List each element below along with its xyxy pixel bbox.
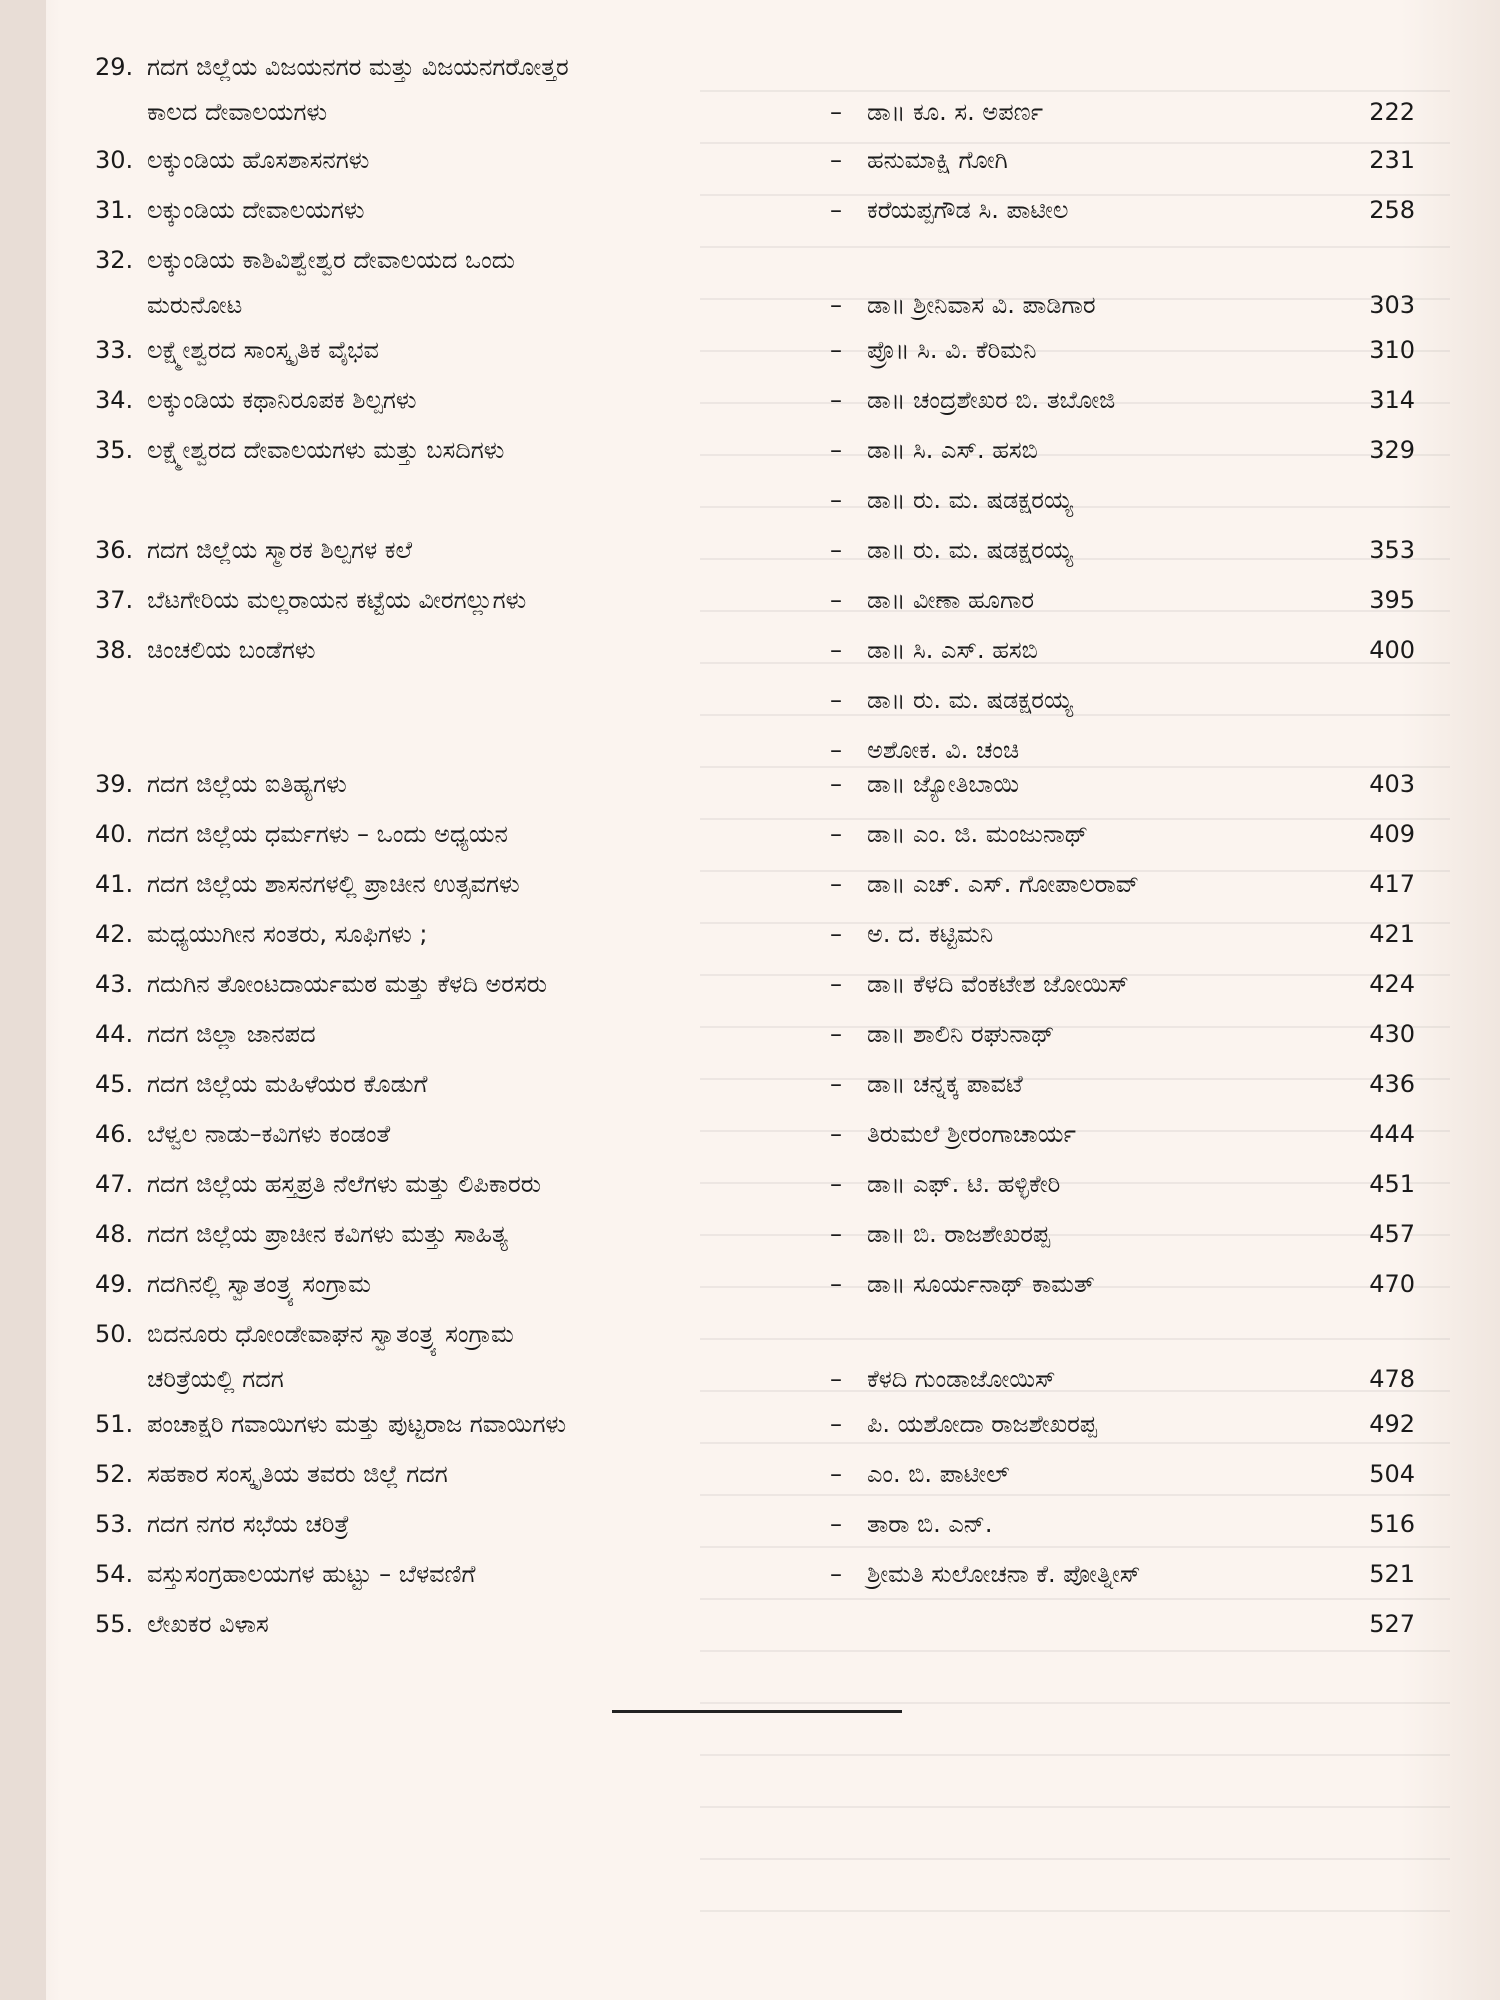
entry-page-number: 516 bbox=[1369, 1510, 1415, 1538]
entry-title: ಲಕ್ಕುಂಡಿಯ ಕಾಶಿವಿಶ್ವೇಶ್ವರ ದೇವಾಲಯದ ಒಂದು bbox=[147, 246, 515, 274]
entry-page-number: 310 bbox=[1369, 336, 1415, 364]
entry-author: ಡಾ॥ ಬಿ. ರಾಜಶೇಖರಪ್ಪ bbox=[867, 1220, 1051, 1248]
entry-page-number: 436 bbox=[1369, 1070, 1415, 1098]
entry-author: ಡಾ॥ ವೀಣಾ ಹೂಗಾರ bbox=[867, 586, 1035, 614]
entry-dash: – bbox=[830, 1170, 842, 1198]
entry-author: ಡಾ॥ ಚನ್ನಕ್ಕ ಪಾವಟೆ bbox=[867, 1070, 1023, 1098]
entry-page-number: 421 bbox=[1369, 920, 1415, 948]
entry-page-number: 444 bbox=[1369, 1120, 1415, 1148]
entry-title: ಲಕ್ಕುಂಡಿಯ ದೇವಾಲಯಗಳು bbox=[147, 196, 365, 224]
page-gutter bbox=[0, 0, 46, 2000]
entry-author: ಡಾ॥ ಕೆಳದಿ ವೆಂಕಟೇಶ ಜೋಯಿಸ್ bbox=[867, 970, 1129, 998]
entry-number: 42. bbox=[95, 920, 134, 948]
entry-number: 36. bbox=[95, 536, 134, 564]
entry-dash: – bbox=[830, 436, 842, 464]
entry-dash: – bbox=[830, 146, 842, 174]
entry-title: ಗದಗ ಜಿಲ್ಲೆಯ ವಿಜಯನಗರ ಮತ್ತು ವಿಜಯನಗರೋತ್ತರ bbox=[147, 53, 569, 81]
entry-author: ಡಾ॥ ರು. ಮ. ಷಡಕ್ಷರಯ್ಯ bbox=[867, 686, 1074, 714]
entry-page-number: 417 bbox=[1369, 870, 1415, 898]
entry-title: ಲಕ್ಕುಂಡಿಯ ಕಥಾನಿರೂಪಕ ಶಿಲ್ಪಗಳು bbox=[147, 386, 417, 414]
entry-page-number: 430 bbox=[1369, 1020, 1415, 1048]
entry-title: ಗದಗ ಜಿಲ್ಲೆಯ ಪ್ರಾಚೀನ ಕವಿಗಳು ಮತ್ತು ಸಾಹಿತ್ಯ bbox=[147, 1220, 508, 1248]
entry-number: 51. bbox=[95, 1410, 134, 1438]
entry-author: ತಾರಾ ಬಿ. ಎನ್. bbox=[867, 1510, 993, 1538]
entry-title: ಗದಗ ಜಿಲ್ಲೆಯ ಧರ್ಮಗಳು – ಒಂದು ಅಧ್ಯಯನ bbox=[147, 820, 508, 848]
entry-title: ಗದಗ ಜಿಲ್ಲೆಯ ಐತಿಹ್ಯಗಳು bbox=[147, 770, 347, 798]
entry-dash: – bbox=[830, 1270, 842, 1298]
entry-dash: – bbox=[830, 820, 842, 848]
entry-dash: – bbox=[830, 1460, 842, 1488]
entry-title: ಮಧ್ಯಯುಗೀನ ಸಂತರು, ಸೂಫಿಗಳು ; bbox=[147, 920, 428, 948]
entry-dash: – bbox=[830, 98, 842, 126]
entry-author: ಡಾ॥ ಎಂ. ಜಿ. ಮಂಜುನಾಥ್ bbox=[867, 820, 1089, 848]
entry-page-number: 258 bbox=[1369, 196, 1415, 224]
entry-author: ಡಾ॥ ರು. ಮ. ಷಡಕ್ಷರಯ್ಯ bbox=[867, 486, 1074, 514]
entry-dash: – bbox=[830, 1560, 842, 1588]
entry-author: ಎಂ. ಬಿ. ಪಾಟೀಲ್ bbox=[867, 1460, 1010, 1488]
entry-number: 43. bbox=[95, 970, 134, 998]
entry-page-number: 403 bbox=[1369, 770, 1415, 798]
entry-page-number: 457 bbox=[1369, 1220, 1415, 1248]
entry-page-number: 231 bbox=[1369, 146, 1415, 174]
entry-author: ಡಾ॥ ಶ್ರೀನಿವಾಸ ವಿ. ಪಾಡಿಗಾರ bbox=[867, 291, 1096, 319]
entry-page-number: 492 bbox=[1369, 1410, 1415, 1438]
entry-dash: – bbox=[830, 196, 842, 224]
entry-number: 53. bbox=[95, 1510, 134, 1538]
entry-author: ಡಾ॥ ಎಫ್. ಟಿ. ಹಳ್ಳಿಕೇರಿ bbox=[867, 1170, 1061, 1198]
entry-page-number: 303 bbox=[1369, 291, 1415, 319]
entry-author: ಡಾ॥ ಚಂದ್ರಶೇಖರ ಬಿ. ತಬೋಜಿ bbox=[867, 386, 1116, 414]
entry-dash: – bbox=[830, 336, 842, 364]
entry-author: ಡಾ॥ ಎಚ್. ಎಸ್. ಗೋಪಾಲರಾವ್ bbox=[867, 870, 1139, 898]
entry-dash: – bbox=[830, 486, 842, 514]
entry-title: ಗದಗ ಜಿಲ್ಲೆಯ ಶಾಸನಗಳಲ್ಲಿ ಪ್ರಾಚೀನ ಉತ್ಸವಗಳು bbox=[147, 870, 520, 898]
entry-author: ತಿರುಮಲೆ ಶ್ರೀರಂಗಾಚಾರ್ಯ bbox=[867, 1120, 1076, 1148]
entry-number: 48. bbox=[95, 1220, 134, 1248]
entry-page-number: 400 bbox=[1369, 636, 1415, 664]
entry-dash: – bbox=[830, 870, 842, 898]
entry-dash: – bbox=[830, 1070, 842, 1098]
entry-number: 35. bbox=[95, 436, 134, 464]
entry-number: 30. bbox=[95, 146, 134, 174]
entry-page-number: 451 bbox=[1369, 1170, 1415, 1198]
entry-author: ಡಾ॥ ಜ್ಯೋತಿಬಾಯಿ bbox=[867, 770, 1020, 798]
entry-author: ಡಾ॥ ಕೂ. ಸ. ಅಪರ್ಣ bbox=[867, 98, 1044, 126]
entry-author: ಪ್ರೊ॥ ಸಿ. ವಿ. ಕೆರಿಮನಿ bbox=[867, 336, 1037, 364]
entry-title-continued: ಕಾಲದ ದೇವಾಲಯಗಳು bbox=[147, 98, 328, 126]
entry-dash: – bbox=[830, 1365, 842, 1393]
entry-page-number: 314 bbox=[1369, 386, 1415, 414]
entry-page-number: 353 bbox=[1369, 536, 1415, 564]
entry-number: 52. bbox=[95, 1460, 134, 1488]
entry-page-number: 424 bbox=[1369, 970, 1415, 998]
entry-dash: – bbox=[830, 1120, 842, 1148]
entry-dash: – bbox=[830, 636, 842, 664]
entry-page-number: 504 bbox=[1369, 1460, 1415, 1488]
entry-number: 31. bbox=[95, 196, 134, 224]
entry-author: ಹನುಮಾಕ್ಷಿ ಗೋಗಿ bbox=[867, 146, 1008, 174]
entry-dash: – bbox=[830, 586, 842, 614]
entry-author: ಕರೆಯಪ್ಪಗೌಡ ಸಿ. ಪಾಟೀಲ bbox=[867, 196, 1069, 224]
entry-number: 55. bbox=[95, 1610, 134, 1638]
entry-number: 46. bbox=[95, 1120, 134, 1148]
entry-number: 41. bbox=[95, 870, 134, 898]
entry-title: ಬಿದನೂರು ಧೋಂಡೇವಾಘನ ಸ್ವಾತಂತ್ರ್ಯ ಸಂಗ್ರಾಮ bbox=[147, 1320, 514, 1348]
entry-author: ಅ. ದ. ಕಟ್ಟಿಮನಿ bbox=[867, 920, 994, 948]
entry-dash: – bbox=[830, 1410, 842, 1438]
entry-title: ಲಕ್ಷ್ಮೇಶ್ವರದ ಸಾಂಸ್ಕೃತಿಕ ವೈಭವ bbox=[147, 336, 379, 364]
entry-dash: – bbox=[830, 770, 842, 798]
entry-author: ಶ್ರೀಮತಿ ಸುಲೋಚನಾ ಕೆ. ಪೋತ್ನೀಸ್ bbox=[867, 1560, 1141, 1588]
entry-dash: – bbox=[830, 386, 842, 414]
entry-number: 29. bbox=[95, 53, 134, 81]
entry-dash: – bbox=[830, 970, 842, 998]
entry-title-continued: ಮರುನೋಟ bbox=[147, 291, 243, 319]
entry-page-number: 527 bbox=[1369, 1610, 1415, 1638]
entry-number: 34. bbox=[95, 386, 134, 414]
entry-dash: – bbox=[830, 1510, 842, 1538]
entry-author: ಡಾ॥ ರು. ಮ. ಷಡಕ್ಷರಯ್ಯ bbox=[867, 536, 1074, 564]
entry-title: ಬೆಟಗೇರಿಯ ಮಲ್ಲರಾಯನ ಕಟ್ಟೆಯ ವೀರಗಲ್ಲುಗಳು bbox=[147, 586, 527, 614]
entry-page-number: 470 bbox=[1369, 1270, 1415, 1298]
entry-title: ಲಕ್ಷ್ಮೇಶ್ವರದ ದೇವಾಲಯಗಳು ಮತ್ತು ಬಸದಿಗಳು bbox=[147, 436, 505, 464]
entry-title: ಲೇಖಕರ ವಿಳಾಸ bbox=[147, 1610, 269, 1638]
entry-title: ಗದಗ ಜಿಲ್ಲೆಯ ಹಸ್ತಪ್ರತಿ ನೆಲೆಗಳು ಮತ್ತು ಲಿಪಿಕಾರರು bbox=[147, 1170, 542, 1198]
entry-dash: – bbox=[830, 686, 842, 714]
entry-dash: – bbox=[830, 736, 842, 764]
entry-dash: – bbox=[830, 920, 842, 948]
entry-number: 47. bbox=[95, 1170, 134, 1198]
entry-number: 37. bbox=[95, 586, 134, 614]
entry-title: ಸಹಕಾರ ಸಂಸ್ಕೃತಿಯ ತವರು ಜಿಲ್ಲೆ ಗದಗ bbox=[147, 1460, 448, 1488]
entry-title: ಗದಗ ಜಿಲ್ಲಾ ಜಾನಪದ bbox=[147, 1020, 316, 1048]
entry-number: 33. bbox=[95, 336, 134, 364]
entry-page-number: 521 bbox=[1369, 1560, 1415, 1588]
entry-title: ಪಂಚಾಕ್ಷರಿ ಗವಾಯಿಗಳು ಮತ್ತು ಪುಟ್ಟರಾಜ ಗವಾಯಿಗಳು bbox=[147, 1410, 567, 1438]
entry-page-number: 329 bbox=[1369, 436, 1415, 464]
entry-number: 40. bbox=[95, 820, 134, 848]
entry-title: ಗದಗ ಜಿಲ್ಲೆಯ ಸ್ಮಾರಕ ಶಿಲ್ಪಗಳ ಕಲೆ bbox=[147, 536, 413, 564]
entry-dash: – bbox=[830, 1020, 842, 1048]
entry-author: ಡಾ॥ ಶಾಲಿನಿ ರಘುನಾಥ್ bbox=[867, 1020, 1055, 1048]
entry-author: ಡಾ॥ ಸಿ. ಎಸ್. ಹಸಬಿ bbox=[867, 436, 1038, 464]
entry-number: 45. bbox=[95, 1070, 134, 1098]
entry-dash: – bbox=[830, 536, 842, 564]
entry-title: ಗದಗ ನಗರ ಸಭೆಯ ಚರಿತ್ರೆ bbox=[147, 1510, 350, 1538]
entry-page-number: 395 bbox=[1369, 586, 1415, 614]
entry-author: ಡಾ॥ ಸೂರ್ಯನಾಥ್ ಕಾಮತ್ bbox=[867, 1270, 1095, 1298]
entry-page-number: 409 bbox=[1369, 820, 1415, 848]
entry-number: 50. bbox=[95, 1320, 134, 1348]
entry-title: ಗದಗಿನಲ್ಲಿ ಸ್ವಾತಂತ್ರ್ಯ ಸಂಗ್ರಾಮ bbox=[147, 1270, 371, 1298]
entry-number: 39. bbox=[95, 770, 134, 798]
entry-title-continued: ಚರಿತ್ರೆಯಲ್ಲಿ ಗದಗ bbox=[147, 1365, 284, 1393]
entry-title: ಬೆಳ್ವಲ ನಾಡು–ಕವಿಗಳು ಕಂಡಂತೆ bbox=[147, 1120, 391, 1148]
entry-title: ವಸ್ತುಸಂಗ್ರಹಾಲಯಗಳ ಹುಟ್ಟು – ಬೆಳವಣಿಗೆ bbox=[147, 1560, 476, 1588]
entry-number: 32. bbox=[95, 246, 134, 274]
entry-number: 44. bbox=[95, 1020, 134, 1048]
entry-title: ಗದಗ ಜಿಲ್ಲೆಯ ಮಹಿಳೆಯರ ಕೊಡುಗೆ bbox=[147, 1070, 428, 1098]
entry-page-number: 478 bbox=[1369, 1365, 1415, 1393]
entry-author: ಪಿ. ಯಶೋದಾ ರಾಜಶೇಖರಪ್ಪ bbox=[867, 1410, 1098, 1438]
entry-dash: – bbox=[830, 291, 842, 319]
entry-number: 54. bbox=[95, 1560, 134, 1588]
entry-author: ಡಾ॥ ಸಿ. ಎಸ್. ಹಸಬಿ bbox=[867, 636, 1038, 664]
entry-page-number: 222 bbox=[1369, 98, 1415, 126]
entry-title: ಗದುಗಿನ ತೋಂಟದಾರ್ಯಮಠ ಮತ್ತು ಕೆಳದಿ ಅರಸರು bbox=[147, 970, 548, 998]
entry-number: 49. bbox=[95, 1270, 134, 1298]
entry-author: ಅಶೋಕ. ವಿ. ಚಂಚಿ bbox=[867, 736, 1020, 764]
entry-author: ಕೆಳದಿ ಗುಂಡಾಜೋಯಿಸ್ bbox=[867, 1365, 1056, 1393]
entry-number: 38. bbox=[95, 636, 134, 664]
entry-title: ಚಿಂಚಲಿಯ ಬಂಡೆಗಳು bbox=[147, 636, 316, 664]
entry-title: ಲಕ್ಕುಂಡಿಯ ಹೊಸಶಾಸನಗಳು bbox=[147, 146, 370, 174]
entry-dash: – bbox=[830, 1220, 842, 1248]
end-rule bbox=[612, 1710, 902, 1713]
